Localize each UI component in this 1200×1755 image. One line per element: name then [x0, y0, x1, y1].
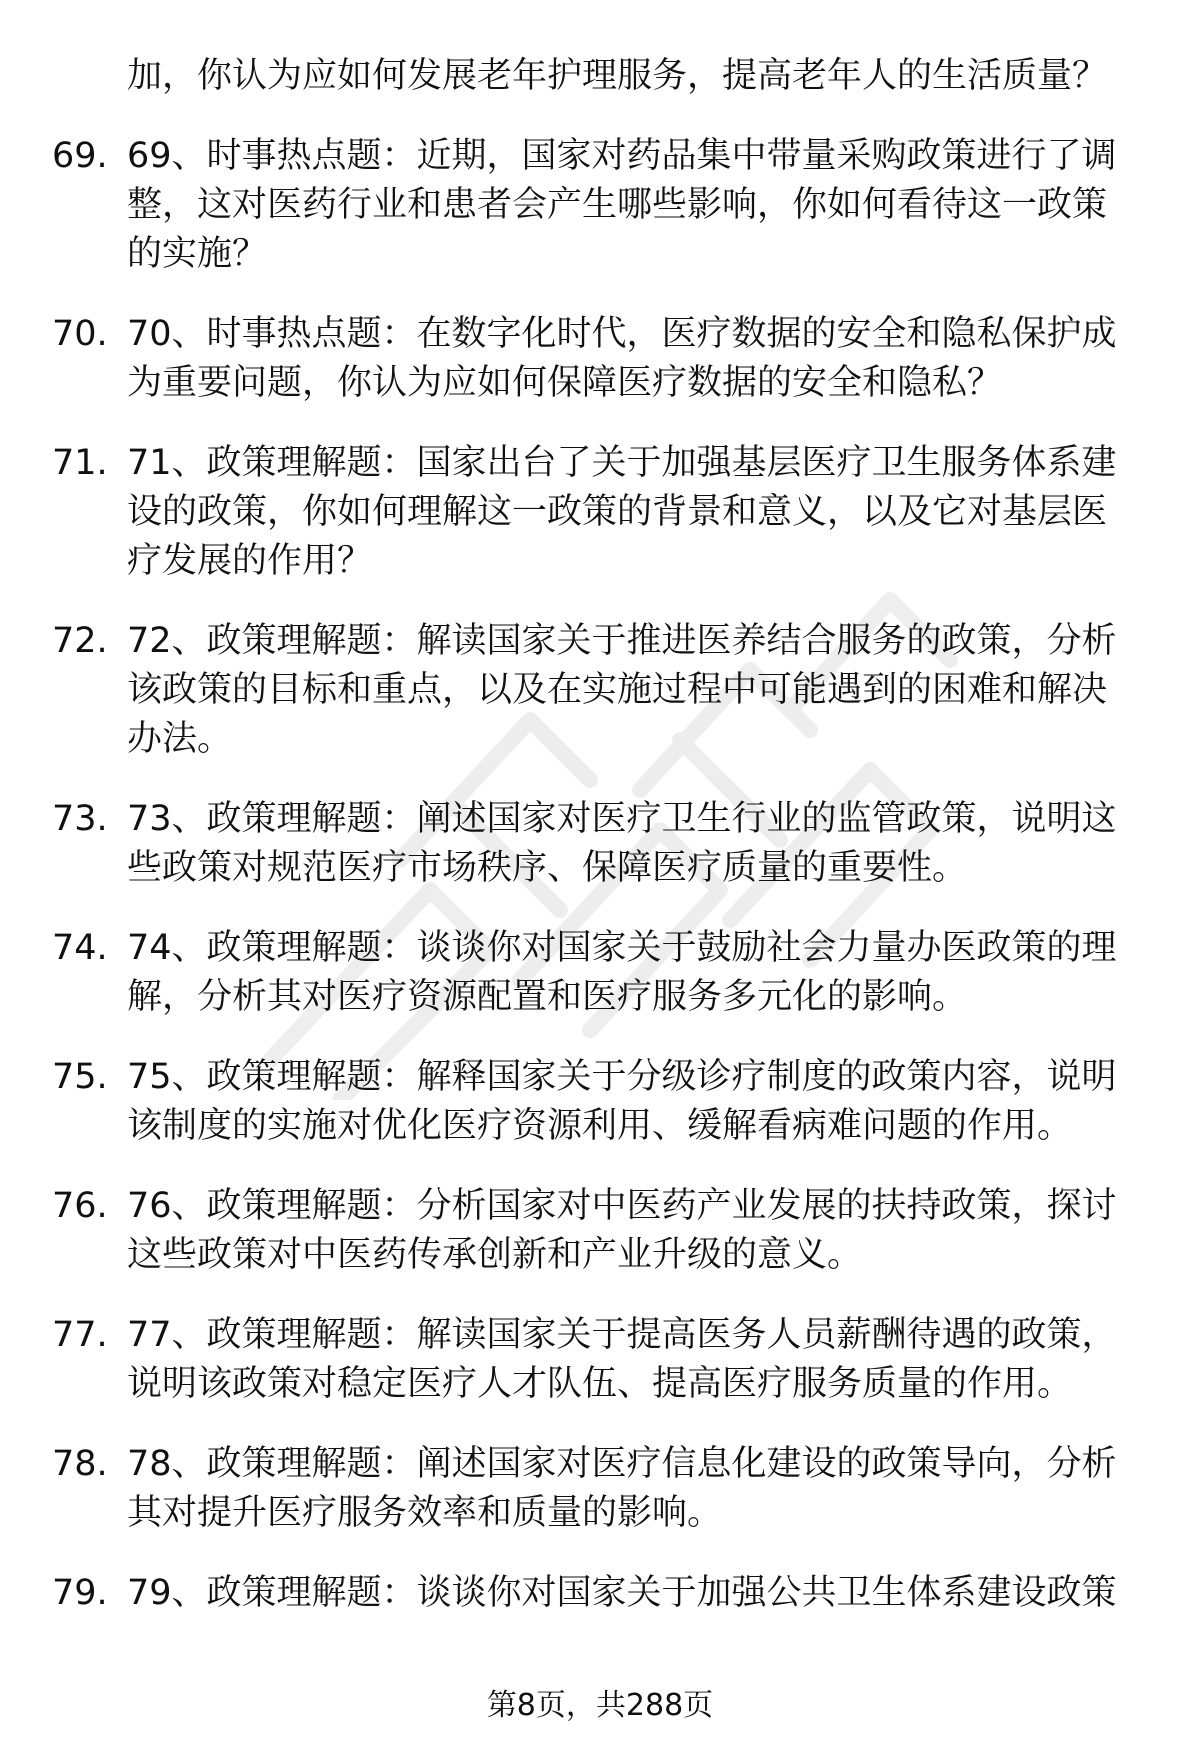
item-line: 说明该政策对稳定医疗人才队伍、提高医疗服务质量的作用。	[127, 1364, 1073, 1404]
item-number: 69.	[52, 136, 108, 176]
page-number: 第8页，共288页	[486, 1688, 714, 1723]
list-item	[0, 1569, 1200, 1618]
item-line: 办法。	[127, 719, 233, 759]
list-item	[0, 1440, 1200, 1538]
item-number: 77.	[52, 1315, 108, 1355]
item-line: 的实施？	[127, 234, 268, 274]
item-line: 为重要问题，你认为应如何保障医疗数据的安全和隐私？	[127, 363, 1003, 403]
list-item	[0, 1182, 1200, 1280]
item-number: 72.	[52, 621, 108, 661]
list-item	[0, 439, 1200, 586]
item-line: 些政策对规范医疗市场秩序、保障医疗质量的重要性。	[127, 848, 968, 888]
item-line: 73、政策理解题：阐述国家对医疗卫生行业的监管政策，说明这	[127, 799, 1117, 839]
item-number: 74.	[52, 928, 108, 968]
item-line: 整，这对医药行业和患者会产生哪些影响，你如何看待这一政策	[127, 185, 1108, 225]
item-number: 76.	[52, 1186, 108, 1226]
item-line: 76、政策理解题：分析国家对中医药产业发展的扶持政策，探讨	[127, 1186, 1117, 1226]
item-line: 设的政策，你如何理解这一政策的背景和意义，以及它对基层医	[127, 492, 1108, 532]
item-number: 78.	[52, 1444, 108, 1484]
item-number: 75.	[52, 1057, 108, 1097]
item-line: 70、时事热点题：在数字化时代，医疗数据的安全和隐私保护成	[127, 314, 1117, 354]
item-line: 其对提升医疗服务效率和质量的影响。	[127, 1493, 723, 1533]
item-number: 79.	[52, 1573, 108, 1613]
item-line: 78、政策理解题：阐述国家对医疗信息化建设的政策导向，分析	[127, 1444, 1117, 1484]
item-line: 该制度的实施对优化医疗资源利用、缓解看病难问题的作用。	[127, 1106, 1073, 1146]
item-line: 74、政策理解题：谈谈你对国家关于鼓励社会力量办医政策的理	[127, 928, 1117, 968]
item-line: 解，分析其对医疗资源配置和医疗服务多元化的影响。	[127, 977, 968, 1017]
item-line: 这些政策对中医药传承创新和产业升级的意义。	[127, 1235, 863, 1275]
item-line: 疗发展的作用？	[127, 541, 373, 581]
item-line: 77、政策理解题：解读国家关于提高医务人员薪酬待遇的政策，	[127, 1315, 1117, 1355]
item-number: 70.	[52, 314, 108, 354]
list-item	[0, 1311, 1200, 1409]
item-line: 75、政策理解题：解释国家关于分级诊疗制度的政策内容，说明	[127, 1057, 1117, 1097]
item-number: 73.	[52, 799, 108, 839]
list-item	[0, 617, 1200, 764]
list-item	[0, 310, 1200, 408]
item-line: 72、政策理解题：解读国家关于推进医养结合服务的政策，分析	[127, 621, 1117, 661]
item-line: 71、政策理解题：国家出台了关于加强基层医疗卫生服务体系建	[127, 443, 1117, 483]
list-item	[0, 924, 1200, 1022]
item-line: 69、时事热点题：近期，国家对药品集中带量采购政策进行了调	[127, 136, 1117, 176]
continuation-line: 加，你认为应如何发展老年护理服务，提高老年人的生活质量？	[127, 56, 1108, 96]
item-line: 79、政策理解题：谈谈你对国家关于加强公共卫生体系建设政策	[127, 1573, 1117, 1613]
item-number: 71.	[52, 443, 108, 483]
item-line: 该政策的目标和重点，以及在实施过程中可能遇到的困难和解决	[127, 670, 1108, 710]
question-list	[0, 52, 1200, 1618]
list-item	[0, 1053, 1200, 1151]
list-item	[0, 795, 1200, 893]
list-item	[0, 132, 1200, 279]
